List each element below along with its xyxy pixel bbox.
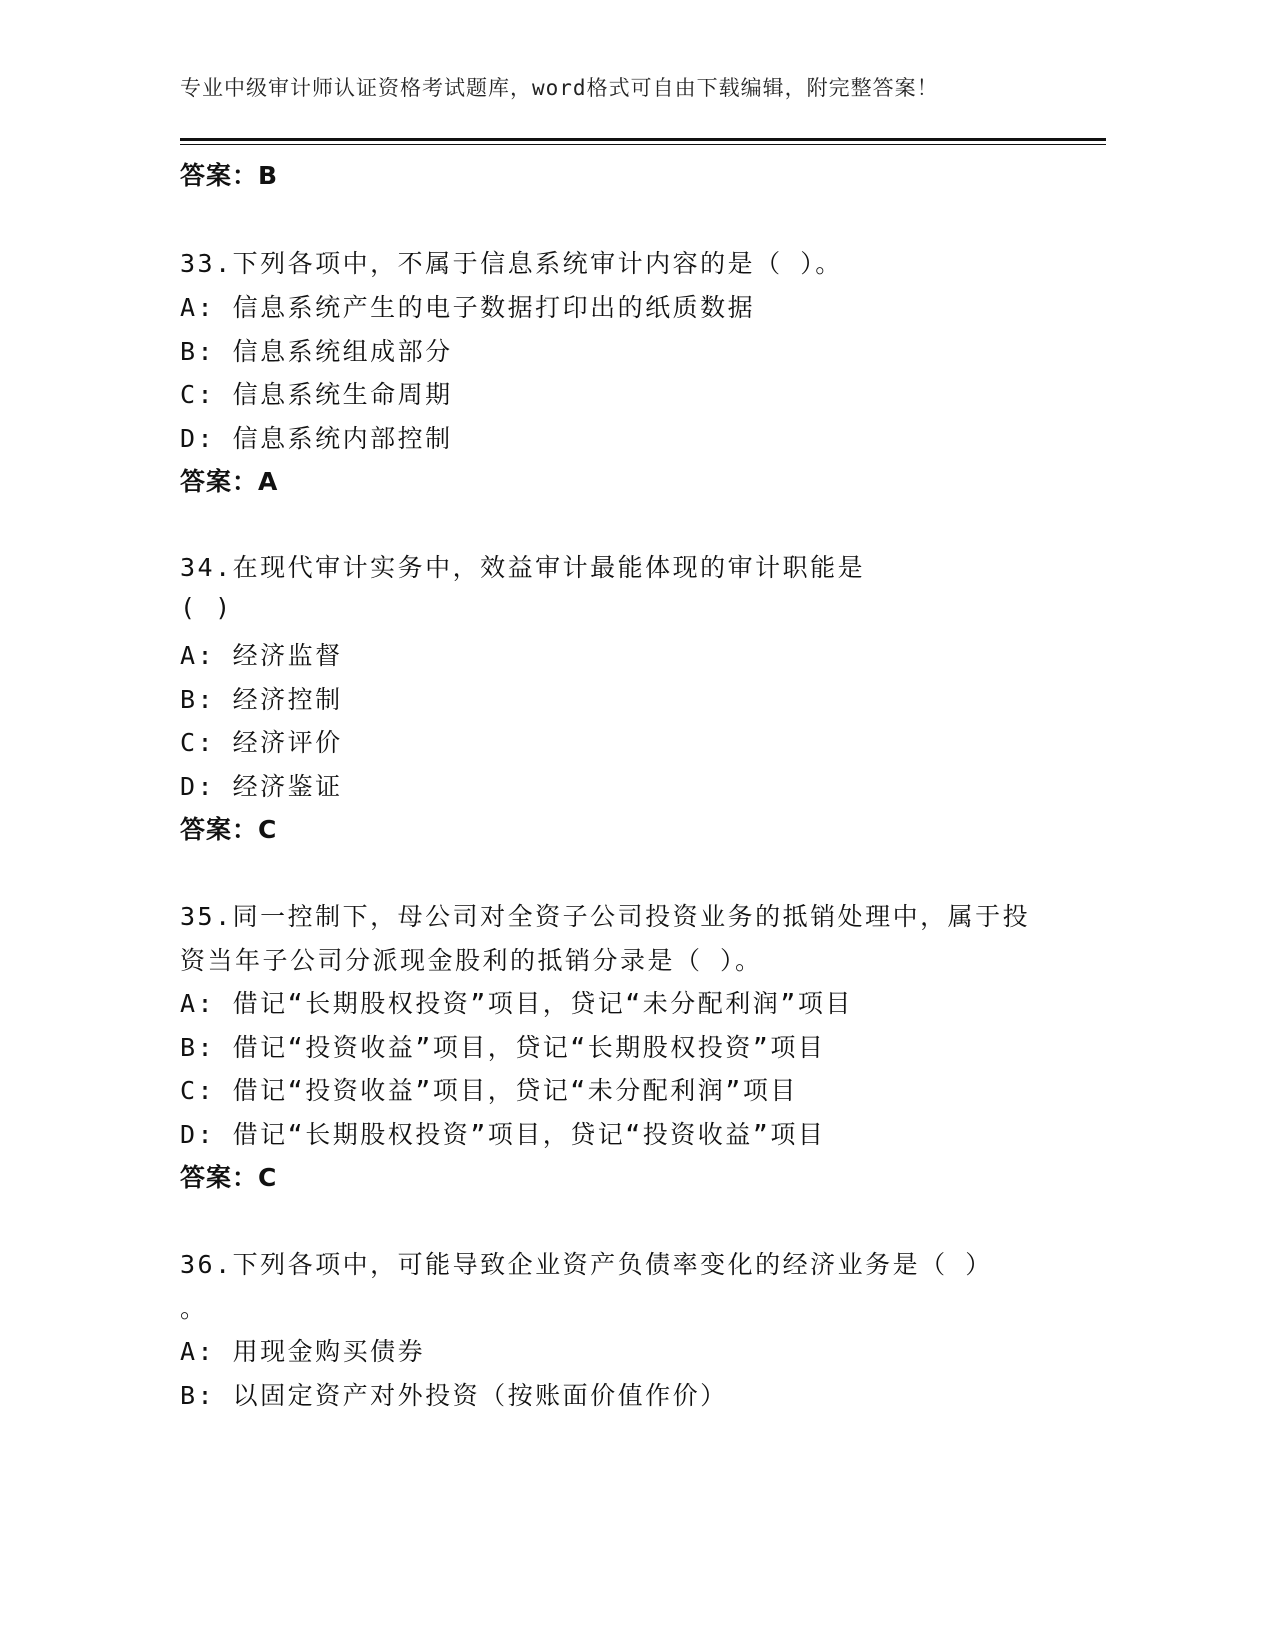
question-34-option-c: C: 经济评价 (180, 728, 343, 757)
question-34-stem-continued: ( ) (180, 593, 233, 622)
question-36-option-b: B: 以固定资产对外投资（按账面价值作价） (180, 1381, 728, 1410)
question-33-option-d: D: 信息系统内部控制 (180, 424, 453, 453)
question-34-option-b: B: 经济控制 (180, 685, 343, 714)
question-35-option-a: A: 借记“长期股权投资”项目，贷记“未分配利润”项目 (180, 989, 853, 1018)
question-36-stem-continued: 。 (180, 1294, 208, 1323)
header-rule-thin (180, 144, 1106, 145)
question-35-option-c: C: 借记“投资收益”项目，贷记“未分配利润”项目 (180, 1076, 798, 1105)
answer-line: 答案：A (180, 467, 279, 496)
answer-line: 答案：C (180, 815, 278, 844)
header-rule-thick (180, 138, 1106, 141)
question-34-option-a: A: 经济监督 (180, 641, 343, 670)
question-33-option-b: B: 信息系统组成部分 (180, 337, 453, 366)
question-33-option-c: C: 信息系统生命周期 (180, 380, 453, 409)
answer-line: 答案：B (180, 161, 279, 190)
question-35-option-b: B: 借记“投资收益”项目，贷记“长期股权投资”项目 (180, 1033, 826, 1062)
page-header: 专业中级审计师认证资格考试题库，word格式可自由下载编辑，附完整答案！ (180, 76, 939, 100)
question-33-stem: 33.下列各项中，不属于信息系统审计内容的是（ ）。 (180, 249, 843, 278)
question-35-option-d: D: 借记“长期股权投资”项目，贷记“投资收益”项目 (180, 1120, 826, 1149)
question-34-stem: 34.在现代审计实务中，效益审计最能体现的审计职能是 (180, 553, 866, 582)
question-36-option-a: A: 用现金购买债券 (180, 1337, 426, 1366)
question-35-stem-continued: 资当年子公司分派现金股利的抵销分录是（ ）。 (180, 946, 763, 975)
question-33-option-a: A: 信息系统产生的电子数据打印出的纸质数据 (180, 293, 756, 322)
answer-line: 答案：C (180, 1163, 278, 1192)
question-34-option-d: D: 经济鉴证 (180, 772, 343, 801)
question-36-stem: 36.下列各项中，可能导致企业资产负债率变化的经济业务是（ ） (180, 1250, 993, 1279)
question-35-stem: 35.同一控制下，母公司对全资子公司投资业务的抵销处理中，属于投 (180, 902, 1031, 931)
